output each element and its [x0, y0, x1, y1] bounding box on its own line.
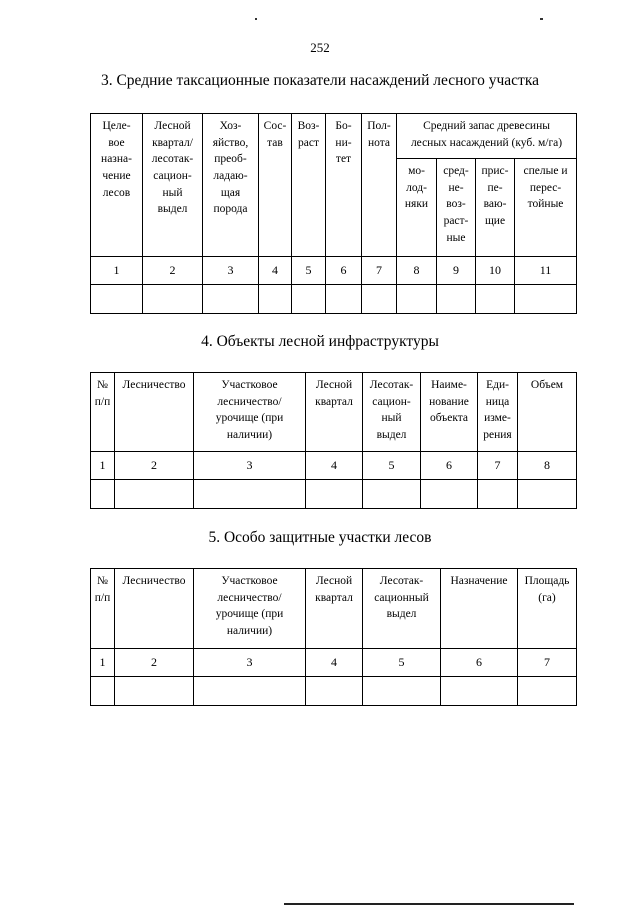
header-line: мо- — [408, 165, 425, 177]
empty-data-row — [91, 480, 577, 509]
empty-data-row — [91, 285, 577, 314]
header-dominant-species — [203, 114, 259, 257]
header-line: № — [97, 575, 108, 587]
empty-cell — [518, 480, 577, 509]
header-volume — [518, 373, 577, 452]
column-number: 5 — [292, 257, 326, 285]
section-4-title: 4. Объекты лесной инфраструктуры — [201, 333, 439, 350]
header-forestry — [115, 373, 194, 452]
column-number: 4 — [306, 452, 363, 480]
header-line: Средний запас древесины — [423, 120, 550, 132]
header-text — [439, 163, 473, 246]
header-line: сацион- — [372, 395, 411, 408]
header-text — [93, 118, 140, 201]
header-line: порода — [213, 203, 248, 216]
header-line: лод- — [406, 181, 427, 194]
header-row-number — [91, 569, 115, 649]
header-line: пе- — [487, 181, 503, 194]
header-text — [308, 377, 360, 410]
column-number: 1 — [91, 257, 143, 285]
column-number: 10 — [476, 257, 515, 285]
header-middle-aged — [437, 159, 476, 257]
column-number: 9 — [437, 257, 476, 285]
column-number: 5 — [363, 452, 421, 480]
header-text — [399, 163, 434, 213]
header-line: Участковое — [221, 379, 278, 391]
header-unit — [478, 373, 518, 452]
column-number: 5 — [363, 649, 441, 677]
empty-cell — [115, 480, 194, 509]
header-line: не- — [448, 181, 464, 194]
empty-data-row — [91, 677, 577, 706]
scan-speck — [540, 18, 543, 20]
header-line: Хоз- — [219, 120, 242, 132]
header-line: сационный — [374, 591, 429, 604]
header-line: п/п — [94, 591, 111, 604]
header-text — [365, 377, 418, 444]
column-number: 2 — [115, 649, 194, 677]
column-number: 4 — [259, 257, 292, 285]
column-number: 6 — [441, 649, 518, 677]
header-line: Наиме- — [431, 379, 467, 391]
header-line: выдел — [376, 429, 407, 442]
header-line: № — [97, 379, 108, 391]
column-number-row — [91, 649, 577, 677]
column-number: 6 — [421, 452, 478, 480]
header-area — [518, 569, 577, 649]
empty-cell — [194, 480, 306, 509]
header-line: Еди- — [486, 379, 509, 391]
column-number-row — [91, 257, 577, 285]
header-line: Лесной — [315, 575, 353, 587]
header-line: лесотак- — [151, 153, 194, 166]
column-number: 3 — [194, 452, 306, 480]
header-line: нота — [367, 136, 391, 149]
header-line: лесничество/ — [217, 395, 282, 408]
header-line: лесных насаждений (куб. м/га) — [410, 136, 563, 149]
empty-cell — [91, 285, 143, 314]
column-number: 1 — [91, 452, 115, 480]
header-forest-purpose — [91, 114, 143, 257]
header-taxation-section — [363, 373, 421, 452]
header-line: ни- — [335, 136, 352, 149]
column-number: 8 — [518, 452, 577, 480]
header-district-forestry — [194, 569, 306, 649]
header-line: прис- — [481, 165, 509, 177]
header-composition — [259, 114, 292, 257]
empty-cell — [115, 677, 194, 706]
header-line: ный — [381, 412, 402, 425]
header-line: Лесничество — [122, 575, 186, 587]
column-number: 3 — [203, 257, 259, 285]
empty-cell — [362, 285, 397, 314]
header-forest-quarter — [306, 569, 363, 649]
empty-cell — [437, 285, 476, 314]
header-line: Площадь — [524, 575, 570, 587]
header-line: Объем — [530, 379, 564, 391]
header-line: Лесной — [154, 120, 191, 132]
header-text — [423, 377, 475, 427]
header-line: квартал/ — [152, 136, 193, 149]
header-row-number — [91, 373, 115, 452]
header-text — [328, 118, 359, 168]
header-quarter-section — [143, 114, 203, 257]
header-line: ные — [446, 231, 466, 244]
empty-cell — [326, 285, 362, 314]
header-line: раст — [298, 136, 319, 149]
header-line: Назначение — [450, 575, 508, 587]
header-line: Лесотак- — [379, 575, 424, 587]
header-line: тойные — [527, 198, 564, 211]
header-line: выдел — [386, 608, 417, 621]
column-number: 11 — [515, 257, 577, 285]
column-number: 7 — [478, 452, 518, 480]
column-number-row — [91, 452, 577, 480]
stand-indicators-table — [90, 113, 577, 314]
empty-cell — [397, 285, 437, 314]
empty-cell — [441, 677, 518, 706]
column-number: 7 — [518, 649, 577, 677]
header-line: урочище (при — [215, 412, 284, 425]
empty-cell — [143, 285, 203, 314]
header-line: назна- — [101, 153, 132, 166]
header-text — [205, 118, 256, 218]
header-line: ный — [162, 186, 183, 199]
header-line: лесов — [102, 186, 131, 199]
header-line: ница — [485, 395, 510, 408]
header-line: Пол- — [367, 120, 391, 132]
header-line: лесничество/ — [217, 591, 282, 604]
header-line: няки — [404, 198, 429, 211]
header-line: квартал — [315, 395, 353, 408]
header-district-forestry — [194, 373, 306, 452]
section-3-title: 3. Средние таксационные показатели насаждений лесного участка — [100, 72, 540, 89]
header-density — [362, 114, 397, 257]
header-line: чение — [102, 170, 131, 183]
header-text — [294, 118, 323, 151]
header-line: тет — [335, 153, 352, 166]
empty-cell — [421, 480, 478, 509]
header-line: воз- — [446, 198, 466, 211]
header-line: (га) — [538, 591, 556, 604]
header-line: щие — [484, 215, 506, 228]
header-line: раст- — [443, 215, 469, 228]
empty-cell — [478, 480, 518, 509]
header-line: наличии) — [226, 429, 273, 442]
column-number: 2 — [115, 452, 194, 480]
infrastructure-table — [90, 372, 577, 509]
header-line: объекта — [429, 412, 469, 425]
header-line: Лесничество — [122, 379, 186, 391]
header-text — [117, 377, 191, 394]
scan-speck — [255, 18, 257, 20]
empty-cell — [515, 285, 577, 314]
header-average-stock-group — [397, 114, 577, 159]
header-line: рения — [483, 429, 512, 442]
header-forest-quarter — [306, 373, 363, 452]
header-line: Бо- — [335, 120, 352, 132]
header-line: сред- — [443, 165, 469, 177]
column-number: 3 — [194, 649, 306, 677]
empty-cell — [194, 677, 306, 706]
empty-cell — [292, 285, 326, 314]
column-number: 2 — [143, 257, 203, 285]
header-line: ладаю- — [213, 170, 248, 183]
header-text — [364, 118, 394, 151]
header-line: яйство, — [212, 136, 249, 149]
header-text — [365, 573, 438, 623]
header-mature-overmature — [515, 159, 577, 257]
empty-cell — [91, 677, 115, 706]
header-line: Лесной — [315, 379, 353, 391]
section-5-title: 5. Особо защитные участки лесов — [208, 529, 432, 546]
empty-cell — [363, 677, 441, 706]
header-text — [520, 573, 574, 606]
header-line: Воз- — [297, 120, 320, 132]
header-text — [520, 377, 574, 394]
empty-cell — [203, 285, 259, 314]
header-line: тав — [267, 136, 283, 149]
header-text — [196, 377, 303, 444]
header-text — [93, 573, 112, 606]
header-line: п/п — [94, 395, 111, 408]
header-line: Участковое — [221, 575, 278, 587]
header-young — [397, 159, 437, 257]
header-age — [292, 114, 326, 257]
empty-cell — [363, 480, 421, 509]
header-taxation-section — [363, 569, 441, 649]
column-number: 6 — [326, 257, 362, 285]
header-line: спелые и — [523, 165, 568, 177]
header-line: щая — [220, 186, 241, 199]
header-line: квартал — [315, 591, 353, 604]
page-number: 252 — [310, 40, 330, 55]
empty-cell — [91, 480, 115, 509]
header-text — [117, 573, 191, 590]
header-text — [480, 377, 515, 444]
header-forestry — [115, 569, 194, 649]
header-line: Сос- — [263, 120, 287, 132]
header-text — [478, 163, 512, 230]
header-line: Лесотак- — [369, 379, 414, 391]
column-number: 7 — [362, 257, 397, 285]
header-text — [443, 573, 515, 590]
column-number: 1 — [91, 649, 115, 677]
header-line: изме- — [484, 412, 511, 425]
header-line: нование — [429, 395, 469, 408]
header-text — [196, 573, 303, 640]
header-text — [517, 163, 574, 213]
column-number: 4 — [306, 649, 363, 677]
header-text — [145, 118, 200, 218]
protective-areas-table — [90, 568, 577, 706]
header-text — [261, 118, 289, 151]
header-line: ваю- — [483, 198, 507, 211]
header-line: Целе- — [102, 120, 131, 132]
header-line: урочище (при — [215, 608, 284, 621]
header-line: перес- — [529, 181, 562, 194]
header-object-name — [421, 373, 478, 452]
empty-cell — [306, 480, 363, 509]
header-maturing — [476, 159, 515, 257]
header-line: преоб- — [214, 153, 247, 166]
header-line: сацион- — [153, 170, 192, 183]
empty-cell — [259, 285, 292, 314]
header-purpose — [441, 569, 518, 649]
header-line: вое — [108, 136, 125, 149]
header-text — [308, 573, 360, 606]
header-text — [399, 118, 574, 151]
header-line: выдел — [157, 203, 188, 216]
column-number: 8 — [397, 257, 437, 285]
header-site-class — [326, 114, 362, 257]
header-text — [93, 377, 112, 410]
header-line: наличии) — [226, 625, 273, 638]
empty-cell — [476, 285, 515, 314]
empty-cell — [306, 677, 363, 706]
empty-cell — [518, 677, 577, 706]
